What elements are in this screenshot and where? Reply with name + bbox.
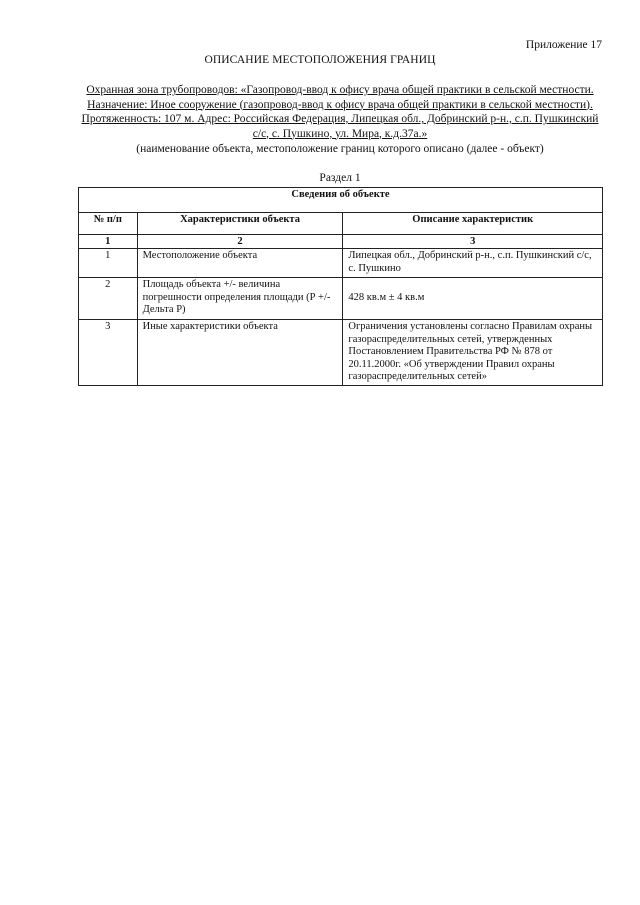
row-description: Ограничения установлены согласно Правилам охраны газораспределительных сетей, утвержденных Постановлением Правительства РФ № 878 от 20.11.2000г. «Об утверждении Правил охраны газораспределительных сетей» bbox=[343, 320, 603, 386]
row-description: 428 кв.м ± 4 кв.м bbox=[343, 278, 603, 320]
document-title: ОПИСАНИЕ МЕСТОПОЛОЖЕНИЯ ГРАНИЦ bbox=[204, 54, 436, 66]
row-number: 3 bbox=[79, 320, 138, 386]
column-header-characteristic: Характеристики объекта bbox=[137, 213, 343, 235]
row-characteristic: Иные характеристики объекта bbox=[137, 320, 343, 386]
table-header-row bbox=[79, 213, 603, 235]
table-caption: Сведения об объекте bbox=[79, 188, 603, 213]
section-title: Раздел 1 bbox=[319, 172, 361, 184]
appendix-label: Приложение 17 bbox=[525, 39, 602, 51]
table-caption-row bbox=[79, 188, 603, 213]
column-number-2: 2 bbox=[137, 235, 343, 249]
row-number: 2 bbox=[79, 278, 138, 320]
object-description: Охранная зона трубопроводов: «Газопровод-ввод к офису врача общей практики в сельской местности. Назначение: Иное сооружение (газопровод-ввод к офису врача общей практики в сельской местности). Протяженность: 107 м. Адрес: Российская Федерация, Липецкая обл., Добринский р-н., с.п. Пушкинский с/с, с. Пушкино, ул. Мира, к.д.37а.» bbox=[81, 84, 599, 140]
column-number-3: 3 bbox=[343, 235, 603, 249]
column-header-number: № п/п bbox=[79, 213, 138, 235]
column-header-description: Описание характеристик bbox=[343, 213, 603, 235]
row-number: 1 bbox=[79, 249, 138, 278]
column-number-row bbox=[79, 235, 603, 249]
object-caption: (наименование объекта, местоположение границ которого описано (далее - объект) bbox=[136, 143, 544, 155]
row-characteristic: Местоположение объекта bbox=[137, 249, 343, 278]
table-row bbox=[79, 249, 603, 278]
row-description: Липецкая обл., Добринский р-н., с.п. Пушкинский с/с, с. Пушкино bbox=[343, 249, 603, 278]
table-row bbox=[79, 320, 603, 386]
column-number-1: 1 bbox=[79, 235, 138, 249]
row-characteristic: Площадь объекта +/- величина погрешности определения площади (Р +/- Дельта Р) bbox=[137, 278, 343, 320]
table-row bbox=[79, 278, 603, 320]
object-info-table bbox=[78, 187, 603, 386]
